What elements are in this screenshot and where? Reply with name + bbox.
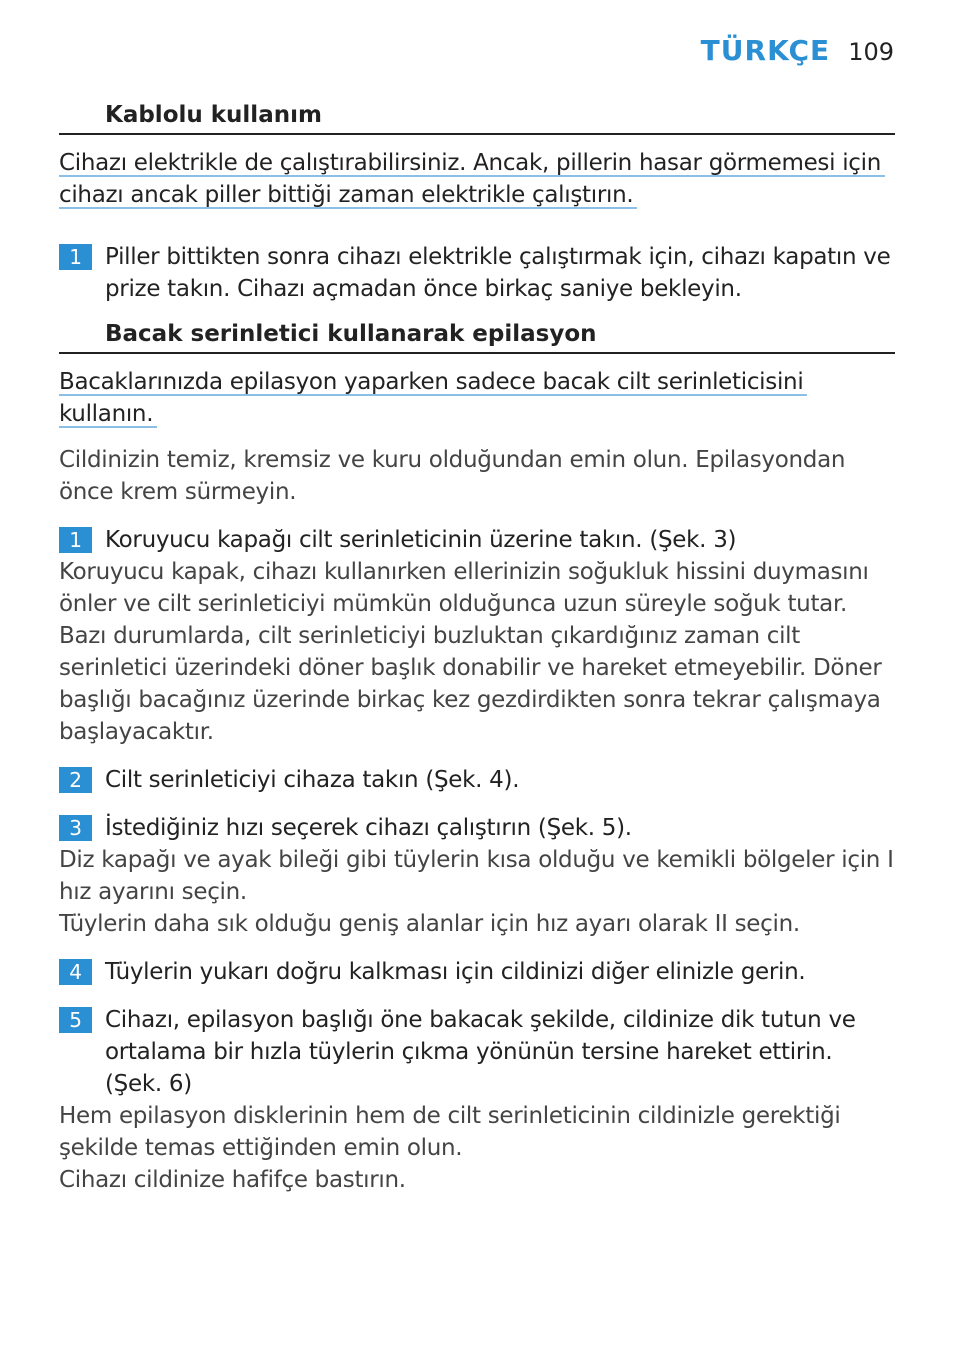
highlight-text: Cihazı elektrikle de çalıştırabilirsiniz. Ancak, pillerin hasar görmemesi için cihazı ancak piller bittiği zaman elektrikle çalıştırın. <box>59 150 885 209</box>
step-item <box>59 956 895 988</box>
step-text: Tüylerin yukarı doğru kalkması için cildinizi diğer elinizle gerin. <box>105 959 806 985</box>
step-note: Hem epilasyon disklerinin hem de cilt serinleticinin cildinizle gerektiği şekilde temas ettiğinden emin olun. <box>59 1103 841 1161</box>
step-note: Cihazı cildinize hafifçe bastırın. <box>59 1167 406 1193</box>
page-content <box>59 100 895 1196</box>
step-note: Koruyucu kapak, cihazı kullanırken ellerinizin soğukluk hissini duymasını önler ve cilt serinleticiyi mümkün olduğunca uzun süreyle soğuk tutar. <box>59 559 869 617</box>
step-number-badge: 1 <box>59 527 92 553</box>
step-text: Cihazı, epilasyon başlığı öne bakacak şekilde, cildinize dik tutun ve ortalama bir hızla tüylerin çıkma yönünün tersine hareket ettirin. (Şek. 6) <box>105 1007 856 1097</box>
step-note: Diz kapağı ve ayak bileği gibi tüylerin kısa olduğu ve kemikli bölgeler için I hız ayarını seçin. <box>59 847 894 905</box>
language-label: TÜRKÇE <box>700 34 831 67</box>
step-item <box>59 524 895 556</box>
page-number: 109 <box>848 38 894 66</box>
highlight-note <box>59 147 895 211</box>
step-text: Cilt serinleticiyi cihaza takın (Şek. 4). <box>105 767 520 793</box>
step-text: Piller bittikten sonra cihazı elektrikle çalıştırmak için, cihazı kapatın ve prize takın. Cihazı açmadan önce birkaç saniye bekleyin. <box>105 244 891 302</box>
step-text: Koruyucu kapağı cilt serinleticinin üzerine takın. (Şek. 3) <box>105 527 737 553</box>
step-item <box>59 764 895 796</box>
page-header <box>701 34 894 67</box>
step-text: İstediğiniz hızı seçerek cihazı çalıştırın (Şek. 5). <box>105 815 632 841</box>
highlight-note <box>59 366 895 430</box>
step-item <box>59 812 895 844</box>
step-note: Tüylerin daha sık olduğu geniş alanlar için hız ayarı olarak II seçin. <box>59 911 800 937</box>
step-note: Bazı durumlarda, cilt serinleticiyi buzluktan çıkardığınız zaman cilt serinletici üzerindeki döner başlık donabilir ve hareket etmeyebilir. Döner başlığı bacağınız üzerinde birkaç kez gezdirdikten sonra tekrar çalışmaya başlayacaktır. <box>59 623 882 745</box>
step-item <box>59 241 895 305</box>
intro-paragraph: Cildinizin temiz, kremsiz ve kuru olduğundan emin olun. Epilasyondan önce krem sürmeyin. <box>59 447 846 505</box>
section-title-leg-cooler: Bacak serinletici kullanarak epilasyon <box>59 319 895 354</box>
section-title-corded-use: Kablolu kullanım <box>59 100 895 135</box>
step-number-badge: 2 <box>59 767 92 793</box>
highlight-text: Bacaklarınızda epilasyon yaparken sadece bacak cilt serinleticisini kullanın. <box>59 369 807 428</box>
step-number-badge: 1 <box>59 244 92 270</box>
step-item <box>59 1004 895 1100</box>
step-number-badge: 5 <box>59 1007 92 1033</box>
step-number-badge: 3 <box>59 815 92 841</box>
step-number-badge: 4 <box>59 959 92 985</box>
